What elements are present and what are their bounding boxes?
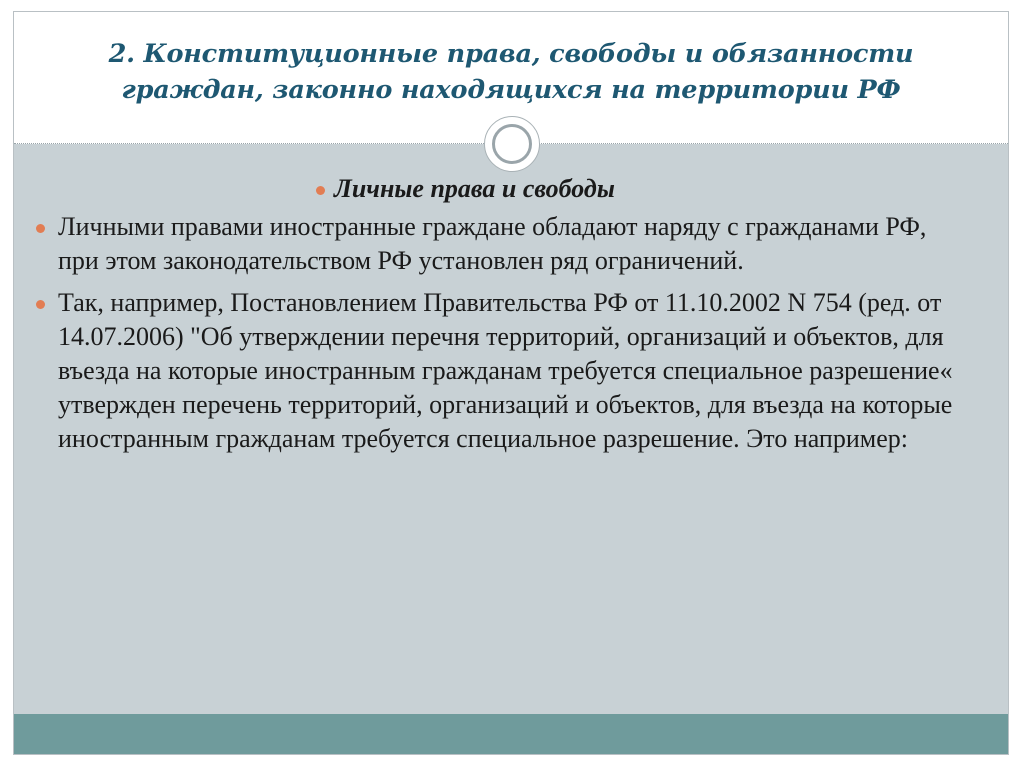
paragraph-text: Личными правами иностранные граждане обладают наряду с гражданами РФ, при этом законодательством РФ установлен ряд ограничений. xyxy=(58,212,927,275)
circle-ornament-inner xyxy=(492,124,532,164)
bullet-paragraph xyxy=(36,286,956,456)
bullet-icon xyxy=(316,186,325,195)
subheading xyxy=(316,172,956,206)
slide-title: 2. Конституционные права, свободы и обязанности граждан, законно находящихся на территории РФ xyxy=(108,39,914,105)
footer-bar xyxy=(14,714,1008,754)
bullet-icon xyxy=(36,300,45,309)
subheading-text: Личные права и свободы xyxy=(334,174,615,203)
bullet-paragraph xyxy=(36,210,956,278)
paragraph-text: Так, например, Постановлением Правительства РФ от 11.10.2002 N 754 (ред. от 14.07.2006) "Об утверждении перечня территорий, организаций и объектов, для въезда на которые иностранным гражданам требуется специальное разрешение« утвержден перечень территорий, организаций и объектов, для въезда на которые иностранным гражданам требуется специальное разрешение. Это например: xyxy=(58,288,953,453)
slide-content xyxy=(36,172,956,464)
bullet-icon xyxy=(36,224,45,233)
circle-ornament-icon xyxy=(484,116,540,172)
